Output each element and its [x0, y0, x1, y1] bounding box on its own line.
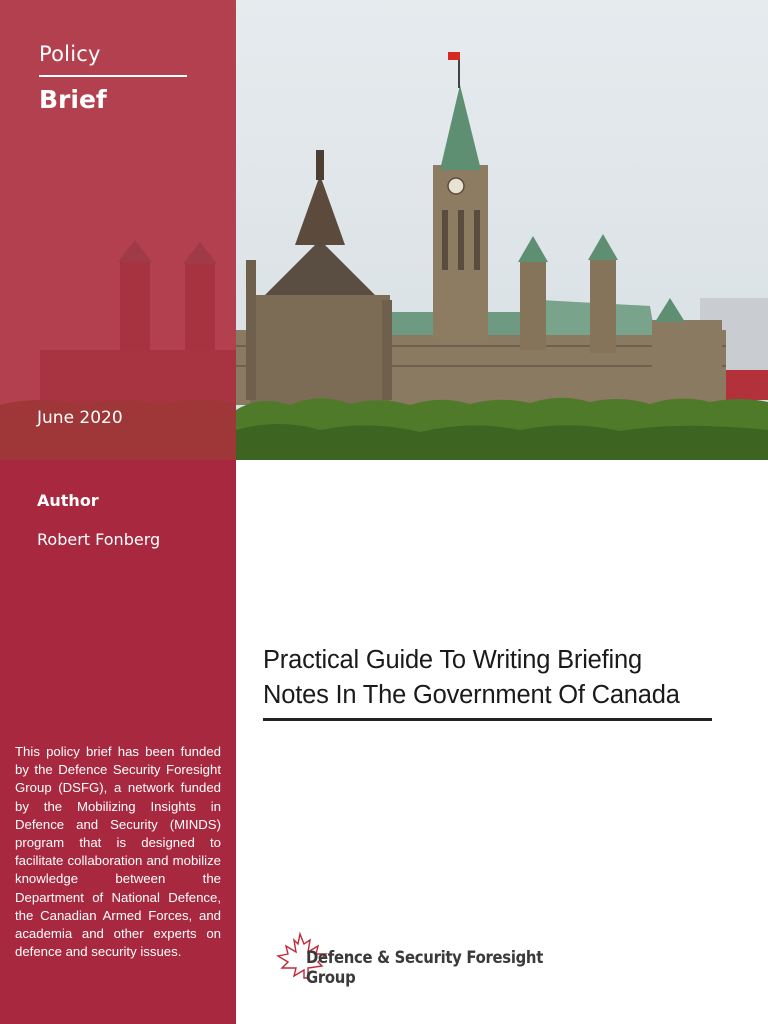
logo-text: [306, 948, 543, 988]
title-line-1: Practical Guide To Writing Briefing: [263, 646, 642, 674]
title-line-2: Notes In The Government Of Canada: [263, 681, 680, 709]
sidebar-top-overlay: [0, 0, 236, 460]
brand-brief-label: Brief: [39, 85, 107, 114]
logo-text-line-2: Group: [306, 968, 356, 987]
author-name: Robert Fonberg: [37, 530, 161, 549]
logo-text-line-1: Defence & Security Foresight: [306, 948, 543, 967]
funding-statement: This policy brief has been funded by the Defence Security Foresight Group (DSFG), a network funded by the Mobilizing Insights in Defence and Security (MINDS) program that is designed to facilitate collaboration and mobilize knowledge between the Department of National Defence, the Canadian Armed Forces, and academia and other experts on defence and security issues.: [15, 744, 221, 960]
dsfg-logo: [272, 930, 552, 990]
publication-date: June 2020: [37, 408, 123, 428]
brand-divider: [39, 75, 187, 77]
title-underline: [263, 718, 712, 721]
brand-policy-label: Policy: [39, 42, 101, 66]
document-title: [263, 643, 723, 713]
author-heading: Author: [37, 491, 99, 510]
